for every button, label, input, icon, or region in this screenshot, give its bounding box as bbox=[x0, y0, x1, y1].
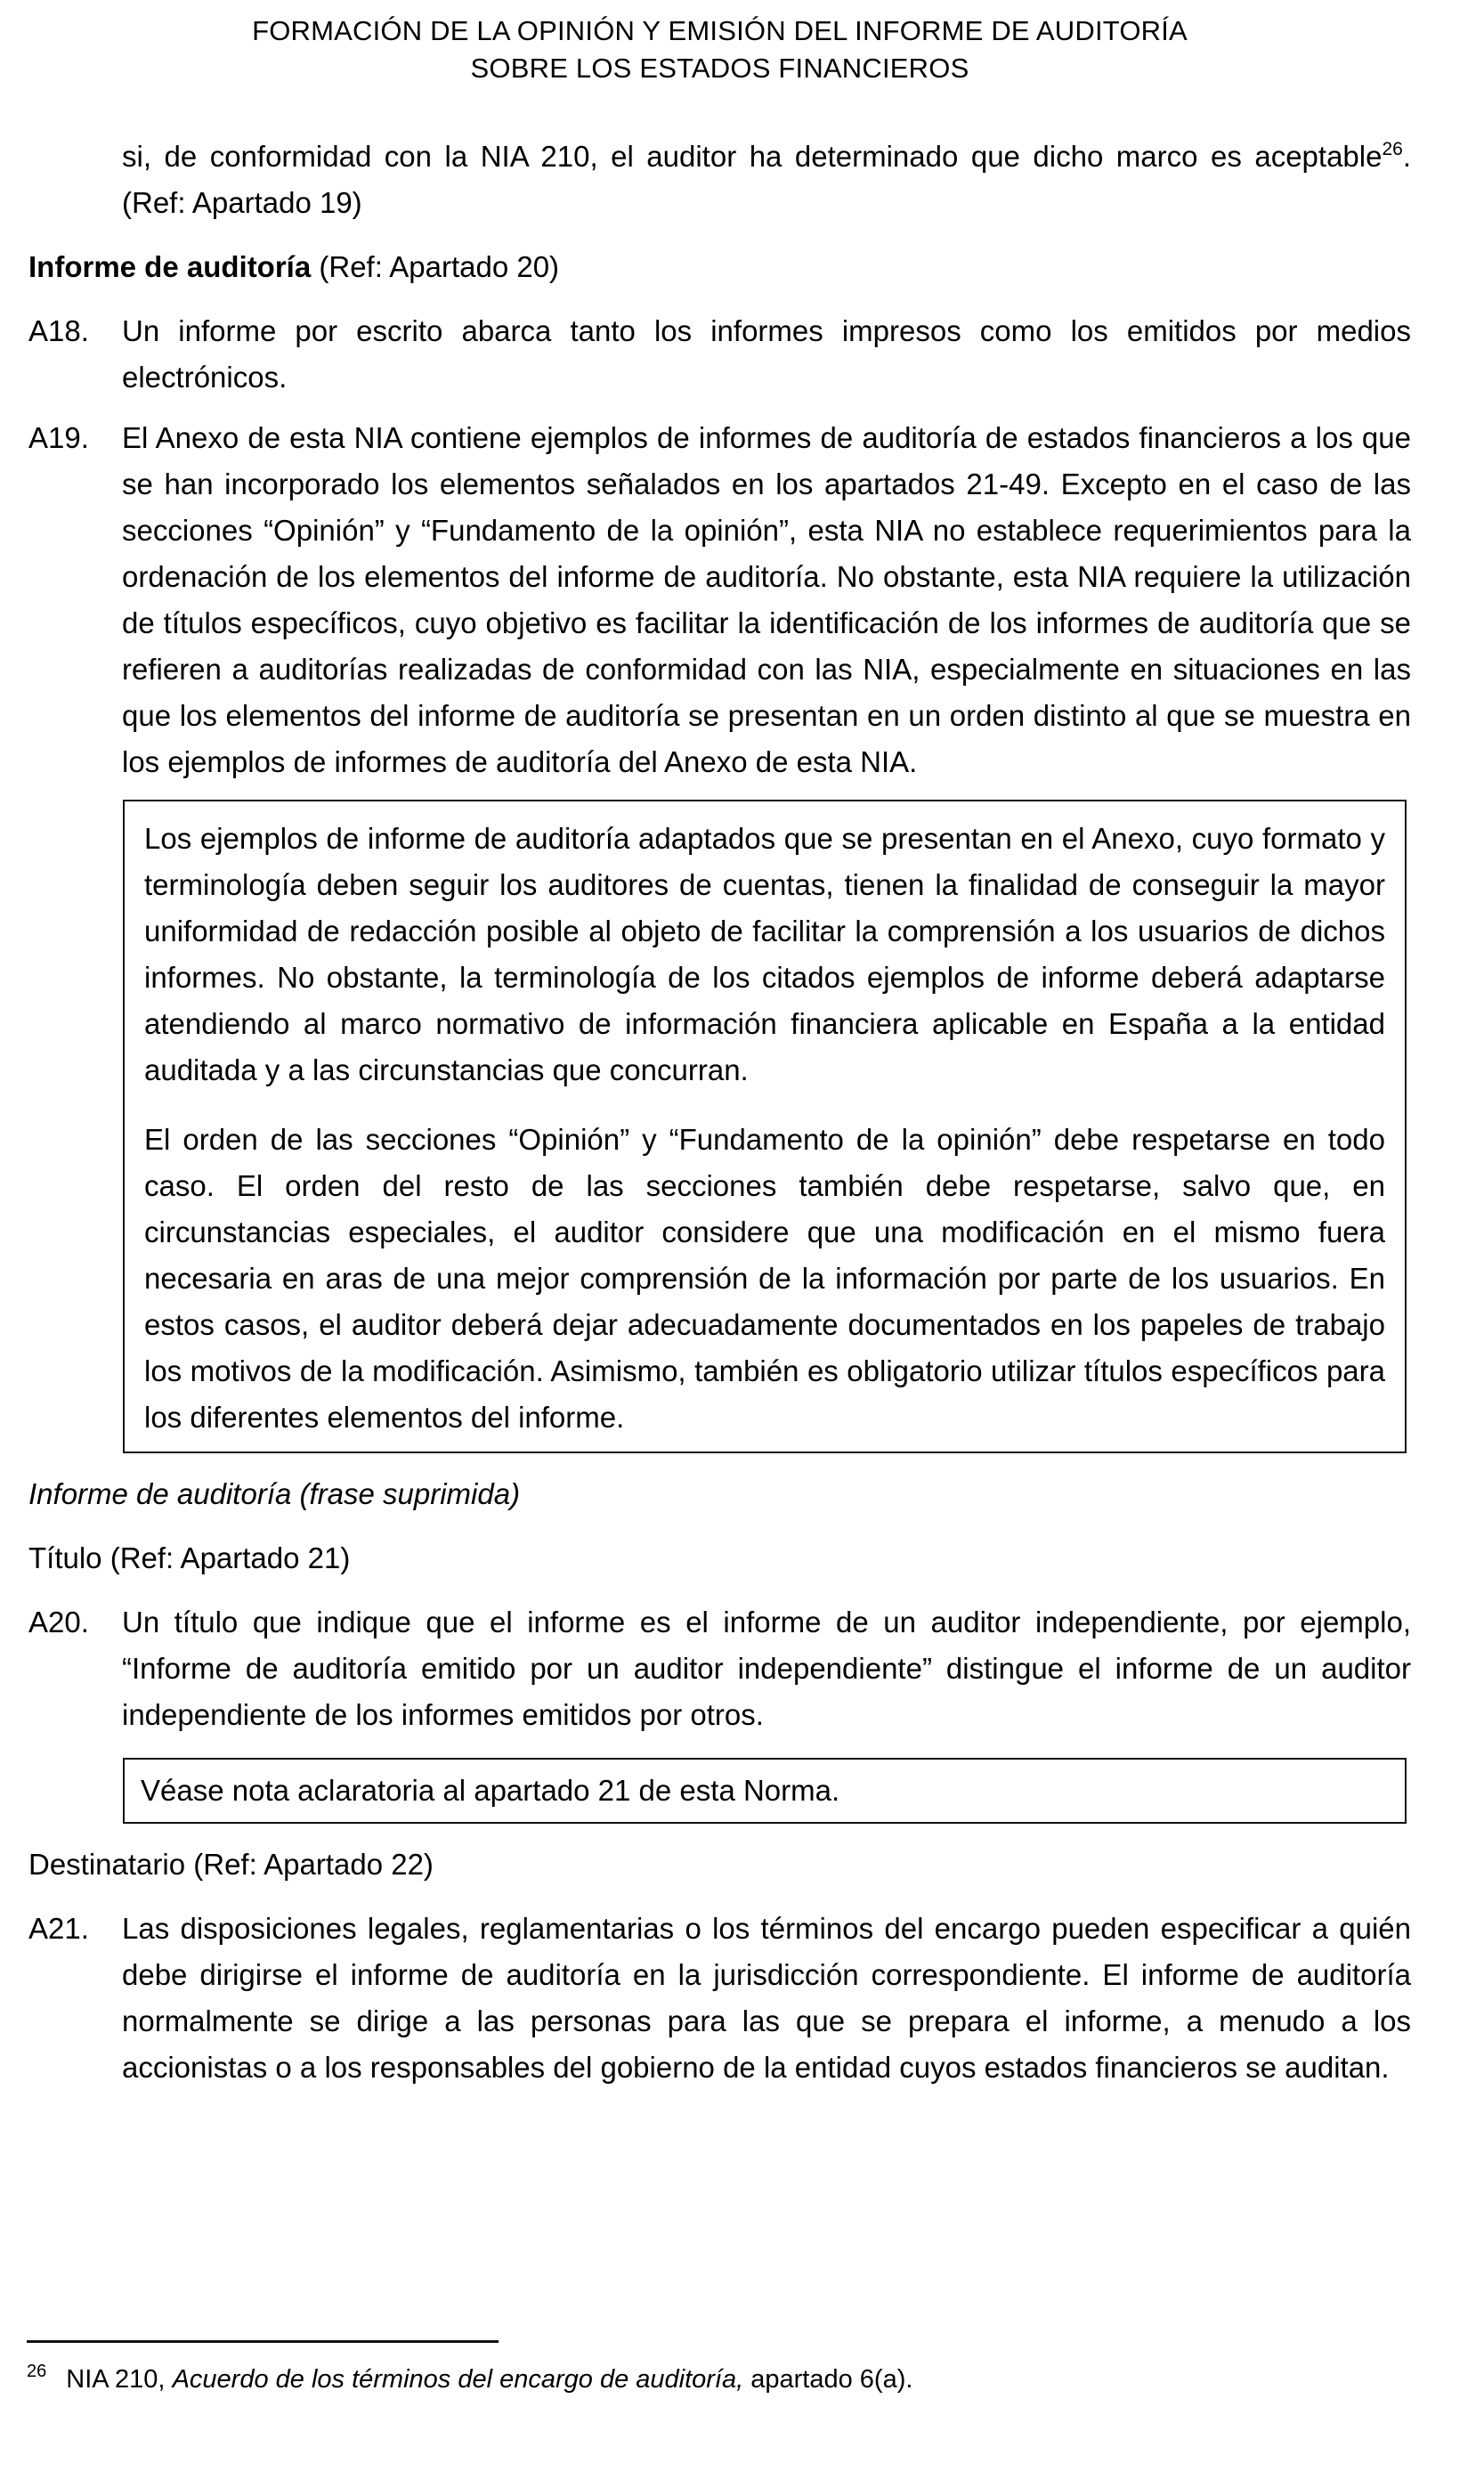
paragraph-label-a20: A20. bbox=[28, 1606, 89, 1639]
heading-titulo: Título (Ref: Apartado 21) bbox=[28, 1541, 351, 1574]
paragraph-label-a21: A21. bbox=[28, 1912, 89, 1945]
paragraph-label-a19: A19. bbox=[28, 421, 89, 454]
paragraph-a20 bbox=[28, 1599, 1411, 1738]
paragraph-a19 bbox=[28, 415, 1411, 785]
heading-destinatario: Destinatario (Ref: Apartado 22) bbox=[28, 1848, 434, 1881]
paragraph-label-a18: A18. bbox=[28, 314, 89, 347]
intro-paragraph bbox=[122, 134, 1411, 226]
footnote-prefix: NIA 210, bbox=[66, 2365, 173, 2394]
heading-informe-de-auditoria bbox=[28, 244, 1411, 290]
paragraph-a21 bbox=[28, 1906, 1411, 2091]
heading-informe-bold: Informe de auditoría bbox=[28, 250, 312, 283]
paragraph-text-a19: El Anexo de esta NIA contiene ejemplos de informes de auditoría de estados financieros a los que se han incorporado los elementos señalados en los apartados 21-49. Excepto en el caso de las secciones “Opinión” y “Fundamento de la opinión”, esta NIA no establece requerimientos para la ordenación de los elementos del informe de auditoría. No obstante, esta NIA requiere la utilización de títulos específicos, cuyo objetivo es facilitar la identificación de los informes de auditoría que se refieren a auditorías realizadas de conformidad con las NIA, especialmente en situaciones en las que los elementos del informe de auditoría se presentan en un orden distinto al que se muestra en los ejemplos de informes de auditoría del Anexo de esta NIA. bbox=[122, 421, 1411, 778]
intro-tail: . (Ref: Apartado 19) bbox=[122, 140, 1411, 219]
note-box-anexo bbox=[123, 800, 1407, 1453]
document-title bbox=[28, 12, 1411, 87]
footnote-26 bbox=[27, 2360, 1411, 2399]
note-box-paragraph-1: Los ejemplos de informe de auditoría adaptados que se presentan en el Anexo, cuyo formato y terminología deben seguir los auditores de cuentas, tienen la finalidad de conseguir la mayor uniformidad de redacción posible al objeto de facilitar la comprensión a los usuarios de dichos informes. No obstante, la terminología de los citados ejemplos de informe deberá adaptarse atendiendo al marco normativo de información financiera aplicable en España a la entidad auditada y a las circunstancias que concurran. bbox=[144, 822, 1385, 1086]
heading-frase-suprimida: Informe de auditoría (frase suprimida) bbox=[28, 1477, 521, 1510]
paragraph-text-a21: Las disposiciones legales, reglamentarias o los términos del encargo pueden especificar a quién debe dirigirse el informe de auditoría en la jurisdicción correspondiente. El informe de auditoría normalmente se dirige a las personas para las que se prepara el informe, a menudo a los accionistas o a los responsables del gobierno de la entidad cuyos estados financieros se auditan. bbox=[122, 1912, 1411, 2084]
document-content bbox=[28, 12, 1411, 2091]
note-box-vease bbox=[123, 1758, 1407, 1824]
document-title-line2: SOBRE LOS ESTADOS FINANCIEROS bbox=[470, 53, 969, 84]
note-box-paragraph-2: El orden de las secciones “Opinión” y “Fundamento de la opinión” debe respetarse en todo caso. El orden del resto de las secciones también debe respetarse, salvo que, en circunstancias especiales, el auditor considere que una modificación en el mismo fuera necesaria en aras de una mejor comprensión de la información por parte de los usuarios. En estos casos, el auditor deberá dejar adecuadamente documentados en los papeles de trabajo los motivos de la modificación. Asimismo, también es obligatorio utilizar títulos específicos para los diferentes elementos del informe. bbox=[144, 1123, 1385, 1434]
document-title-line1: FORMACIÓN DE LA OPINIÓN Y EMISIÓN DEL INFORME DE AUDITORÍA bbox=[252, 15, 1188, 46]
paragraph-text-a18: Un informe por escrito abarca tanto los informes impresos como los emitidos por medios electrónicos. bbox=[122, 314, 1411, 394]
intro-text: si, de conformidad con la NIA 210, el auditor ha determinado que dicho marco es aceptable bbox=[122, 140, 1383, 173]
paragraph-a18 bbox=[28, 308, 1411, 401]
footnote-number: 26 bbox=[27, 2362, 47, 2381]
paragraph-text-a20: Un título que indique que el informe es el informe de un auditor independiente, por ejemplo, “Informe de auditoría emitido por un auditor independiente” distingue el informe de un auditor independiente de los informes emitidos por otros. bbox=[122, 1606, 1411, 1731]
footnote-suffix: apartado 6(a). bbox=[743, 2365, 913, 2394]
note-box-vease-text: Véase nota aclaratoria al apartado 21 de esta Norma. bbox=[141, 1774, 840, 1807]
footnote-italic-title: Acuerdo de los términos del encargo de auditoría, bbox=[172, 2365, 744, 2394]
heading-informe-ref: (Ref: Apartado 20) bbox=[311, 250, 560, 283]
footnote-separator-rule bbox=[27, 2340, 499, 2343]
footnote-reference-26: 26 bbox=[1382, 139, 1403, 159]
